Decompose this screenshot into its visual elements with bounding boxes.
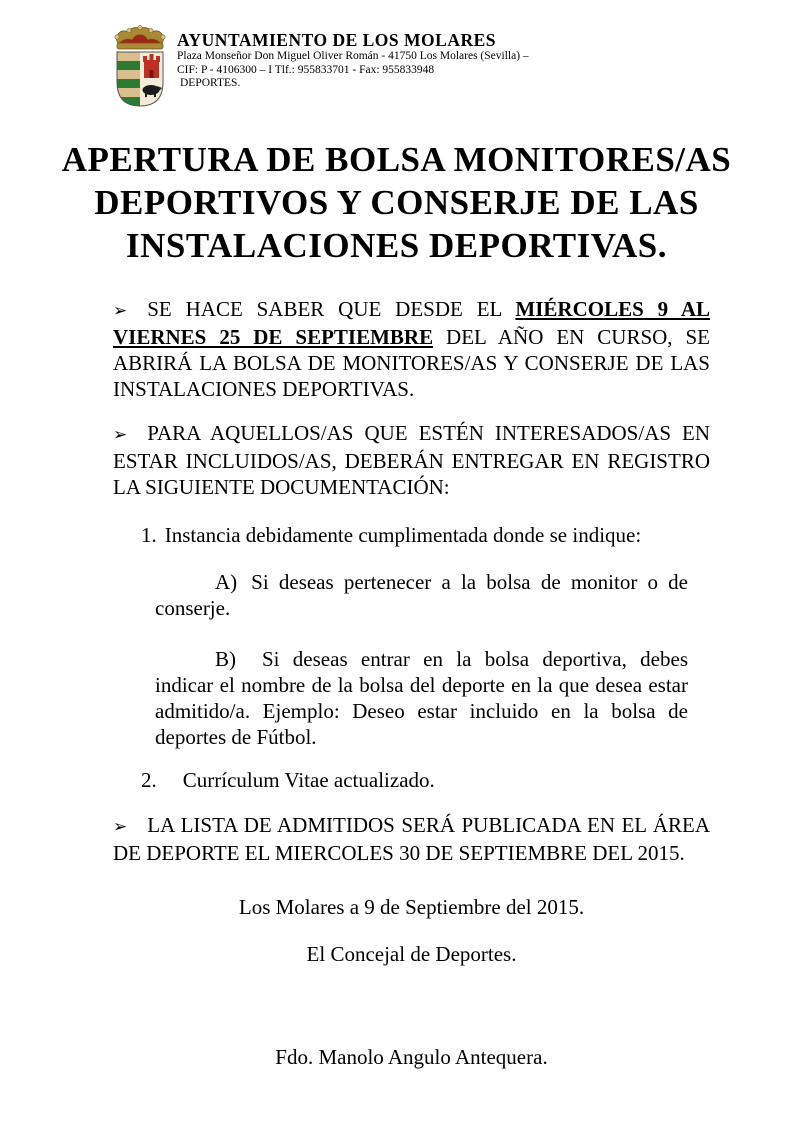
- document-title: APERTURA DE BOLSA MONITORES/AS DEPORTIVOS Y CONSERJE DE LAS INSTALACIONES DEPORTIVAS.: [61, 140, 732, 265]
- announcement-dates-emphasis: MIÉRCOLES 9 AL VIERNES 25 DE SEPTIEMBRE: [113, 297, 710, 349]
- letterhead: [110, 24, 793, 108]
- sub-item-b-text: Si deseas entrar en la bolsa deportiva, debes indicar el nombre de la bolsa del deporte en la que desea estar admitido/a. Ejemplo: Deseo estar incluido en la bolsa de deportes de Fútbol.: [155, 647, 688, 749]
- cif-phone-line: CIF: P - 4106300 – I Tlf.: 955833701 - Fax: 955833948: [177, 63, 435, 76]
- document-body: [113, 296, 710, 1070]
- arrowhead-bullet-icon: ➢: [113, 425, 128, 445]
- list-item-2-text: Currículum Vitae actualizado.: [182, 768, 435, 792]
- list-item-2: [141, 767, 710, 793]
- sub-item-a-label: A): [215, 570, 238, 594]
- address-line: Plaza Monseñor Don Miguel Oliver Román - 41750 Los Molares (Sevilla) –: [177, 50, 529, 62]
- castle-emblem: [143, 54, 160, 78]
- arrowhead-bullet-icon: ➢: [113, 301, 128, 321]
- requirements-text: PARA AQUELLOS/AS QUE ESTÉN INTERESADOS/AS EN ESTAR INCLUIDOS/AS, DEBERÁN ENTREGAR EN REGISTRO LA SIGUIENTE DOCUMENTACIÓN:: [113, 421, 710, 499]
- announcement-text-post: DEL AÑO EN CURSO, SE ABRIRÁ LA BOLSA DE MONITORES/AS Y CONSERJE DE LAS INSTALACIONES DEPORTIVAS.: [113, 325, 711, 401]
- paragraph-publication: [113, 812, 710, 866]
- list-item-1: [141, 522, 710, 548]
- organization-name: AYUNTAMIENTO DE LOS MOLARES: [177, 30, 496, 50]
- shield-icon: [117, 52, 163, 106]
- list-item-2-number: 2.: [141, 768, 157, 792]
- sub-item-b: [155, 646, 688, 750]
- arrowhead-bullet-icon: ➢: [113, 817, 128, 837]
- department-line: DEPORTES.: [180, 77, 241, 89]
- sub-item-a: [155, 569, 688, 621]
- list-item-1-text: Instancia debidamente cumplimentada donde se indique:: [164, 523, 642, 547]
- signer-role-line: El Concejal de Deportes.: [306, 942, 517, 966]
- signature-line: Fdo. Manolo Angulo Antequera.: [275, 1045, 548, 1069]
- crown-icon: [115, 25, 165, 49]
- paragraph-requirements: [113, 420, 710, 500]
- publication-text: LA LISTA DE ADMITIDOS SERÁ PUBLICADA EN EL ÁREA DE DEPORTE EL MIERCOLES 30 DE SEPTIEMBRE DEL 2015.: [113, 813, 710, 865]
- paragraph-announcement: [113, 296, 710, 402]
- letterhead-text: [177, 24, 529, 91]
- sub-item-a-text: Si deseas pertenecer a la bolsa de monitor o de conserje.: [155, 570, 688, 620]
- date-place-line: Los Molares a 9 de Septiembre del 2015.: [238, 895, 585, 919]
- coat-of-arms-logo: [110, 24, 170, 108]
- sub-item-b-label: B): [215, 647, 236, 671]
- announcement-text-pre: SE HACE SABER QUE DESDE EL: [147, 297, 516, 321]
- list-item-1-number: 1.: [141, 523, 157, 547]
